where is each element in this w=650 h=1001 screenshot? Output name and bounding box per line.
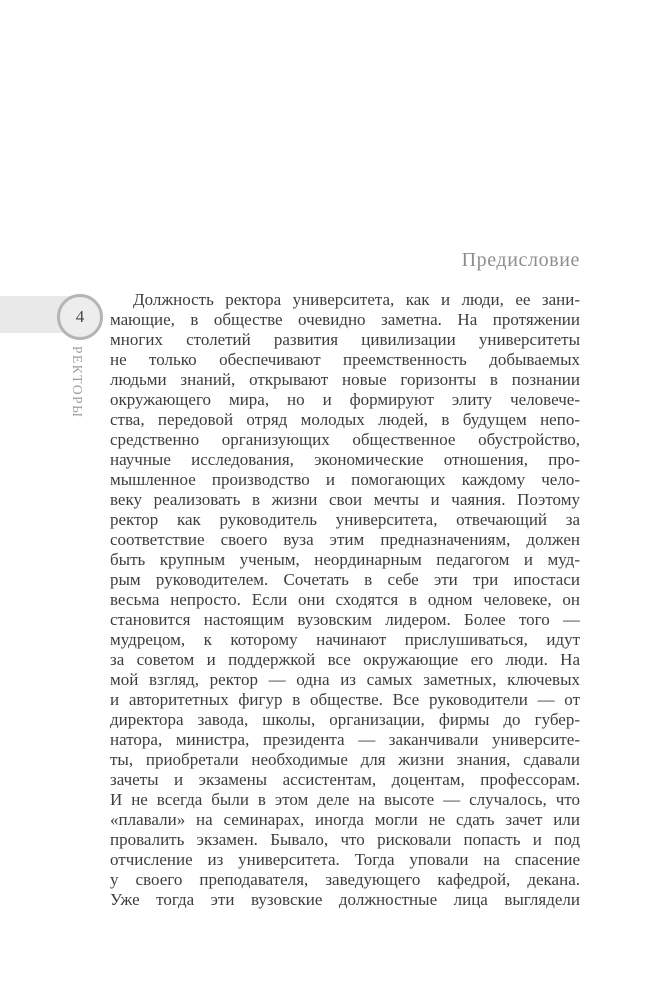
text-line: ректор как руководитель университета, отвечающий за [110, 510, 580, 529]
text-line: провалить экзамен. Бывало, что рисковали попасть и под [110, 830, 580, 849]
text-line: многих столетий развития цивилизации университеты [110, 330, 580, 349]
text-line: директора завода, школы, организации, фирмы до губер- [110, 710, 580, 729]
text-line: И не всегда были в этом деле на высоте — случалось, что [110, 790, 580, 809]
book-title-vertical: РЕКТОРЫ [70, 346, 85, 419]
text-line: ты, приобретали необходимые для жизни знания, сдавали [110, 750, 580, 769]
text-line: отчисление из университета. Тогда уповали на спасение [110, 850, 580, 869]
text-line: становится настоящим вузовским лидером. Более того — [110, 610, 580, 629]
text-line: натора, министра, президента — заканчивали университе- [110, 730, 580, 749]
text-line: быть крупным ученым, неординарным педагогом и муд- [110, 550, 580, 569]
text-line: Уже тогда эти вузовские должностные лица выглядели [110, 890, 580, 909]
text-line: зачеты и экзамены ассистентам, доцентам, профессорам. [110, 770, 580, 789]
text-line: не только обеспечивают преемственность добываемых [110, 350, 580, 369]
text-line: за советом и поддержкой все окружающие его люди. На [110, 650, 580, 669]
chapter-header: Предисловие [461, 249, 580, 271]
text-line: людьми знаний, открывают новые горизонты в познании [110, 370, 580, 389]
text-line: соответствие своего вуза этим предназначениям, должен [110, 530, 580, 549]
text-line: мышленное производство и помогающих каждому чело- [110, 470, 580, 489]
text-line: средственно организующих общественное обустройство, [110, 430, 580, 449]
page-number-badge [57, 294, 103, 340]
text-line: мающие, в обществе очевидно заметна. На протяжении [110, 310, 580, 329]
text-line: у своего преподавателя, заведующего кафедрой, декана. [110, 870, 580, 889]
text-line: веку реализовать в жизни свои мечты и чаяния. Поэтому [110, 490, 580, 509]
text-line: весьма непросто. Если они сходятся в одном человеке, он [110, 590, 580, 609]
text-line: мой взгляд, ректор — одна из самых заметных, ключевых [110, 670, 580, 689]
text-line: «плавали» на семинарах, иногда могли не сдать зачет или [110, 810, 580, 829]
text-line: и авторитетных фигур в обществе. Все руководители — от [110, 690, 580, 709]
text-line: Должность ректора университета, как и люди, ее зани- [133, 290, 580, 309]
text-line: окружающего мира, но и формируют элиту человече- [110, 390, 580, 409]
text-line: ства, передовой отряд молодых людей, в будущем непо- [110, 410, 580, 429]
page-number: 4 [75, 307, 85, 326]
preface-body-text [110, 290, 580, 910]
text-line: мудрецом, к которому начинают прислушиваться, идут [110, 630, 580, 649]
text-line: рым руководителем. Сочетать в себе эти три ипостаси [110, 570, 580, 589]
text-line: научные исследования, экономические отношения, про- [110, 450, 580, 469]
